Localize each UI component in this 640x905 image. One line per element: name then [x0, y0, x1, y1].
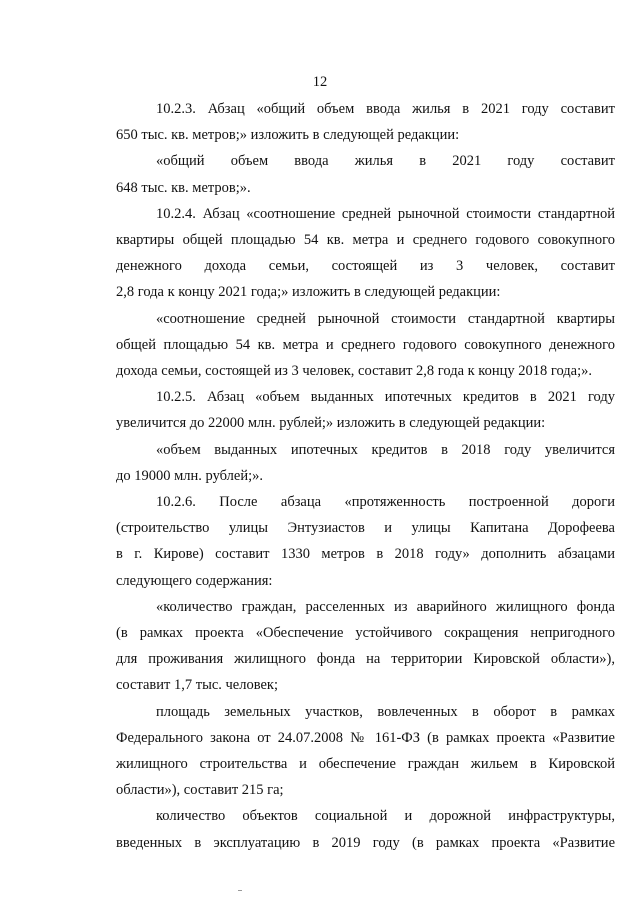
paragraph-10-2-5 [116, 384, 615, 436]
text-line: введенных в эксплуатацию в 2019 году (в рамках проекта «Развитие [116, 834, 615, 851]
text-line: в г. Кирове) составит 1330 метров в 2018 году» дополнить абзацами [116, 546, 615, 563]
text-line: составит 1,7 тыс. человек; [116, 677, 278, 694]
text-line: области»), составит 215 га; [116, 782, 284, 799]
text-line: 10.2.3. Абзац «общий объем ввода жилья в 2021 году составит [156, 101, 615, 117]
paragraph-10-2-4 [116, 201, 615, 306]
text-line: «объем выданных ипотечных кредитов в 2018 году увеличится [156, 441, 615, 458]
text-line: общей площадью 54 кв. метра и среднего годового совокупного денежного [116, 336, 615, 353]
text-line: денежного дохода семьи, состоящей из 3 человек, составит [116, 258, 615, 275]
text-line: «соотношение средней рыночной стоимости стандартной квартиры [156, 310, 615, 327]
paragraph-infrastructure [116, 803, 615, 855]
scan-speck [238, 890, 242, 891]
text-line: 648 тыс. кв. метров;». [116, 179, 251, 196]
text-line: квартиры общей площадью 54 кв. метра и среднего годового совокупного [116, 232, 615, 249]
text-line: (в рамках проекта «Обеспечение устойчивого сокращения непригодного [116, 625, 615, 642]
paragraph-10-2-3 [116, 96, 615, 148]
text-line: 10.2.6. После абзаца «протяженность построенной дороги [156, 494, 615, 511]
text-line: 650 тыс. кв. метров;» изложить в следующей редакции: [116, 127, 460, 144]
text-line: площадь земельных участков, вовлеченных в оборот в рамках [156, 703, 615, 720]
paragraph-land-plots [116, 699, 615, 804]
text-line: «количество граждан, расселенных из аварийного жилищного фонда [156, 598, 615, 615]
text-line: Федерального закона от 24.07.2008 № 161-ФЗ (в рамках проекта «Развитие [116, 729, 615, 746]
text-line: 2,8 года к концу 2021 года;» изложить в следующей редакции: [116, 284, 501, 301]
paragraph-new-wording-3 [116, 437, 615, 489]
paragraph-new-wording-1 [116, 148, 615, 200]
paragraph-resettled-citizens [116, 594, 615, 699]
text-line: 10.2.4. Абзац «соотношение средней рыночной стоимости стандартной [156, 205, 615, 222]
document-body [116, 96, 615, 856]
text-line: количество объектов социальной и дорожной инфраструктуры, [156, 808, 615, 825]
text-line: увеличится до 22000 млн. рублей;» изложить в следующей редакции: [116, 415, 546, 432]
paragraph-new-wording-2 [116, 306, 615, 385]
text-line: 10.2.5. Абзац «объем выданных ипотечных кредитов в 2021 году [156, 389, 615, 406]
page-number: 12 [312, 74, 328, 90]
text-line: «общий объем ввода жилья в 2021 году составит [156, 153, 615, 170]
text-line: до 19000 млн. рублей;». [116, 467, 264, 484]
paragraph-10-2-6 [116, 489, 615, 594]
text-line: жилищного строительства и обеспечение граждан жильем в Кировской [116, 756, 615, 773]
text-line: для проживания жилищного фонда на территории Кировской области»), [116, 651, 615, 668]
text-line: следующего содержания: [116, 572, 273, 589]
text-line: дохода семьи, состоящей из 3 человек, составит 2,8 года к концу 2018 года;». [116, 363, 593, 380]
text-line: (строительство улицы Энтузиастов и улицы Капитана Дорофеева [116, 520, 615, 537]
